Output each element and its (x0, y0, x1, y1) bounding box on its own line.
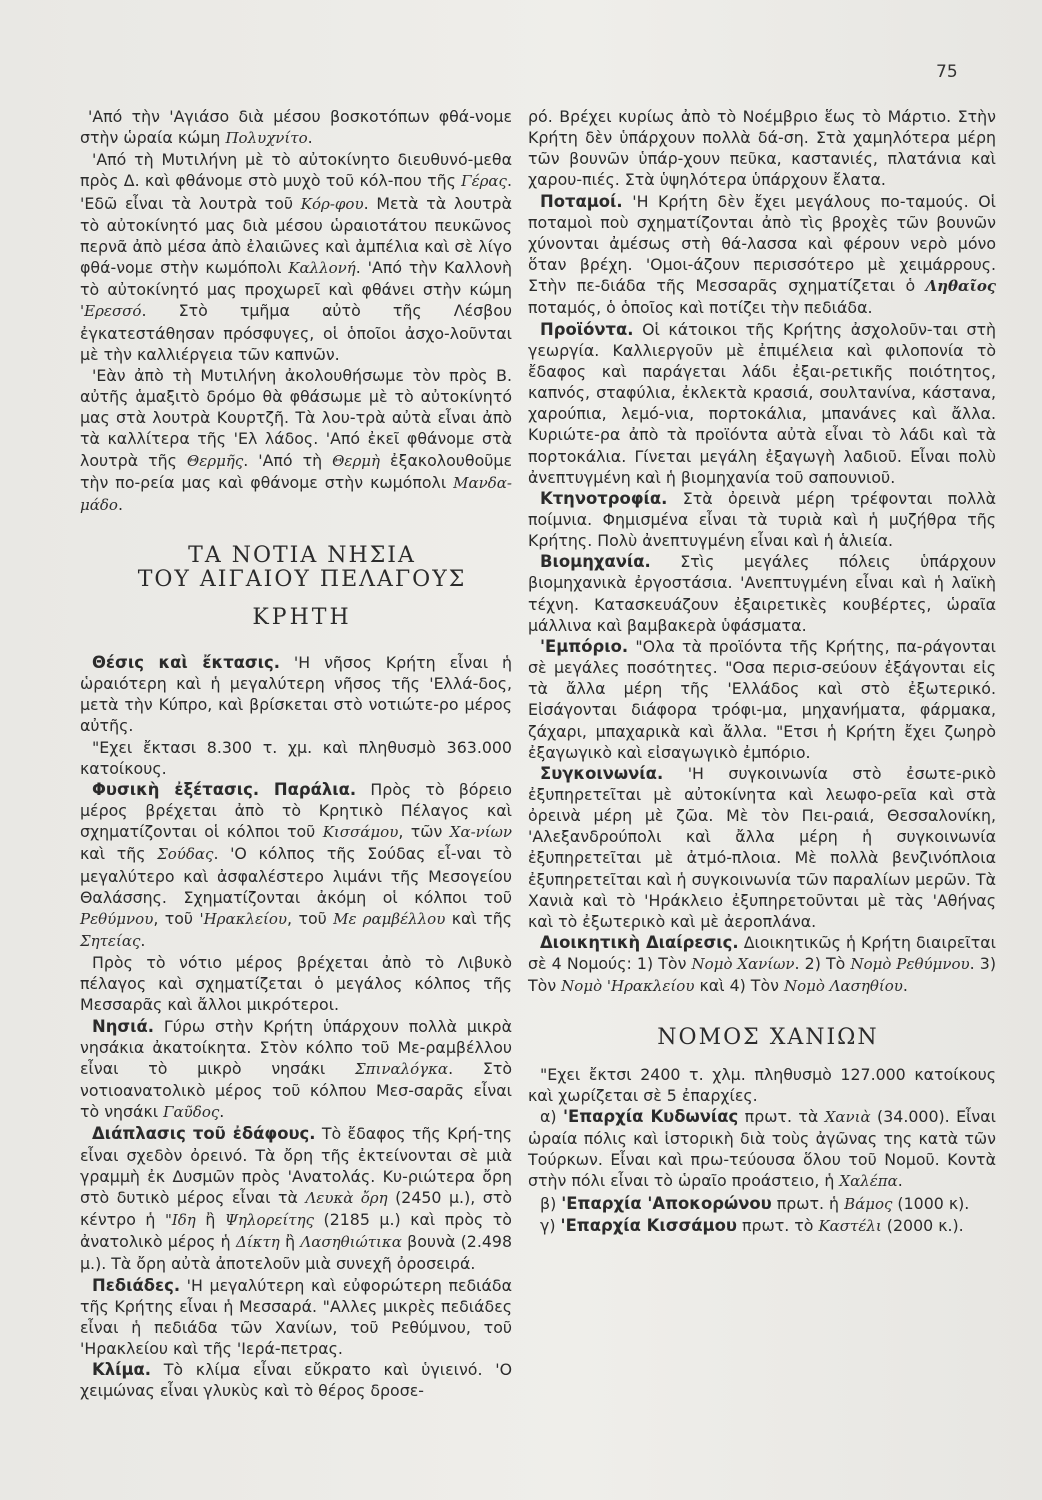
paragraph-livestock: Κτηνοτροφία. Στὰ ὀρεινὰ μέρη τρέφονται πολλὰ ποίμνια. Φημισμένα εἶναι τὰ τυριὰ καὶ ἡ μυζήθρα τῆς Κρήτης. Πολὺ ἀνεπτυγμένη εἶναι καὶ ἡ ἁλιεία. (528, 488, 996, 551)
italic-name: Πολυχνίτο (225, 129, 308, 148)
paragraph-chania-area: "Εχει ἔκτσι 2400 τ. χλμ. πληθυσμὸ 127.000 κατοίκους καὶ χωρίζεται σὲ 5 ἐπαρχίες. (528, 1064, 996, 1105)
italic-name: Θερμῆς (186, 451, 244, 470)
section-subtitle-crete: ΚΡΗΤΗ (252, 604, 352, 630)
paragraph-relief: Διάπλασις τοῦ ἐδάφους. Τὸ ἔδαφος τῆς Κρή-της εἶναι σχεδὸν ὀρεινό. Τὰ ὄρη τῆς ἐκτείνονται σὲ μιὰ γραμμὴ ἐκ Δυσμῶν πρὸς 'Ανατολάς. Κυ-ριώτερα ὄρη στὸ δυτικὸ μέρος εἶναι τὰ Λευκὰ ὄρη (2450 μ.), στὸ κέντρο ἡ "Ιδη ἢ Ψηλορείτης (2185 μ.) καὶ πρὸς τὸ ἀνατολικὸ μέρος ἡ Δίκτη ἢ Λασηθιώτικα βουνὰ (2.498 μ.). Τὰ ὄρη αὐτὰ ἀποτελοῦν μιὰ συνεχῆ ὀροσειρά. (80, 1124, 512, 1274)
italic-name: Καλλονή (288, 259, 356, 278)
italic-name: Σπιναλόγκα (355, 1059, 449, 1078)
italic-name: Νομὸ Ρεθύμνου (850, 955, 970, 974)
italic-name: Βάμος (844, 1194, 893, 1213)
italic-name: Χαλέπα (839, 1172, 898, 1191)
lead-heading: Βιομηχανία. (540, 552, 651, 572)
paragraph-transport: Συγκοινωνία. 'Η συγκοινωνία στὸ ἐσωτε-ρικὸ ἐξυπηρετεῖται μὲ αὐτοκίνητα καὶ λεωφο-ρεῖα καὶ στὰ ὀρεινὰ μέρη μὲ ζῶα. Μὲ τὸν Πει-ραιά, Θεσσαλονίκη, 'Αλεξανδρούπολι καὶ ἄλλα μέρη ἡ συγκοινωνία ἐξυπηρετεῖται μὲ ἀτμό-πλοια. Μὲ πολλὰ βενζινόπλοια ἐξυπηρετεῖται καὶ ἡ συγκοινωνία τῶν παραλίων μερῶν. Τὰ Χανιὰ καὶ τὸ 'Ηράκλειο ἐξυπηρετοῦνται μὲ τὰς 'Αθήνας καὶ τὸ ἐξωτερικὸ καὶ μὲ ἀεροπλάνα. (528, 763, 996, 931)
paragraph-plains: Πεδιάδες. 'Η μεγαλύτερη καὶ εὐφορώτερη πεδιάδα τῆς Κρήτης εἶναι ἡ Μεσσαρά. "Αλλες μικρὲς πεδιάδες εἶναι ἡ πεδιάδα τῶν Χανίων, τοῦ Ρεθύμνου, τοῦ 'Ηρακλείου καὶ τῆς 'Ιερά-πετρας. (80, 1275, 512, 1358)
page-number: 75 (936, 62, 958, 82)
italic-name: Λευκὰ ὄρη (305, 1188, 388, 1207)
paragraph-climate: Κλίμα. Τὸ κλίμα εἶναι εὔκρατο καὶ ὑγιεινό. 'Ο χειμώνας εἶναι γλυκὺς καὶ τὸ θέρος δροσε- (80, 1360, 512, 1401)
paragraph-kissamos: γ) 'Επαρχία Κισσάμου πρωτ. τὸ Καστέλι (2000 κ.). (540, 1215, 964, 1235)
paragraph-apokoronas: β) 'Επαρχία 'Αποκορώνου πρωτ. ἡ Βάμος (1000 κ). (540, 1193, 970, 1213)
italic-name: Δίκτη (235, 1233, 280, 1252)
section-title-line2: ΤΟΥ ΑΙΓΑΙΟΥ ΠΕΛΑΓΟΥΣ (137, 566, 467, 592)
italic-name: Χα-νίων (449, 823, 512, 842)
italic-name: Κισσάμου (322, 823, 399, 842)
lead-heading: Θέσις καὶ ἔκτασις. (92, 652, 281, 672)
italic-name: 'Ερεσσό (80, 302, 142, 321)
lead-heading: Διοικητικὴ Διαίρεσις. (540, 933, 739, 953)
italic-name: Θερμὴ (332, 451, 381, 470)
lead-heading: Πεδιάδες. (92, 1275, 181, 1295)
right-column (528, 106, 996, 1237)
italic-name: Ρεθύμνου (80, 909, 154, 928)
paragraph-coasts: Φυσικὴ ἐξέτασις. Παράλια. Πρὸς τὸ βόρειο μέρος βρέχεται ἀπὸ τὸ Κρητικὸ Πέλαγος καὶ σχηματίζονται οἱ κόλποι τοῦ Κισσάμου, τῶν Χα-νίων καὶ τῆς Σούδας. 'Ο κόλπος τῆς Σούδας εἶ-ναι τὸ μεγαλύτερο καὶ ἀσφαλέστερο λιμάνι τῆς Μεσογείου Θαλάσσης. Σχηματίζονται ἀκόμη οἱ κόλποι τοῦ Ρεθύμνου, τοῦ 'Ηρακλείου, τοῦ Με ραμβέλλου καὶ τῆς Σητείας. (80, 779, 513, 950)
italic-name: Καστέλι (818, 1216, 882, 1235)
bold-italic-name: Ληθαῖος (925, 277, 996, 296)
paragraph-climate-cont: ρό. Βρέχει κυρίως ἀπὸ τὸ Νοέμβριο ἕως τὸ Μάρτιο. Στὴν Κρήτη δὲν ὑπάρχουν πολλὰ δά-ση. Στὰ χαμηλότερα μέρη τῶν βουνῶν ὑπάρ-χουν πεῦκα, καστανιές, πλατάνια καὶ χαρου-πιές. Στὰ ὑψηλότερα ὑπάρχουν ἔλατα. (528, 107, 996, 190)
section-title-line1: ΤΑ ΝΟΤΙΑ ΝΗΣΙΑ (188, 542, 416, 568)
lead-heading: 'Επαρχία Κισσάμου (560, 1215, 737, 1235)
paragraph-products: Προϊόντα. Οἱ κάτοικοι τῆς Κρήτης ἀσχολοῦν-ται στὴ γεωργία. Καλλιεργοῦν μὲ ἐπιμέλεια καὶ φιλοπονία τὸ ἔδαφος καὶ παράγεται λάδι ἐξαι-ρετικῆς ποιότητος, καπνός, σταφύλια, ἐκλεκτὰ κρασιά, σουλτανίνα, κάστανα, χαρούπια, λεμό-νια, πορτοκάλια, μπανάνες καὶ ἄλλα. Κυριώτε-ρα ἀπὸ τὰ προϊόντα αὐτὰ εἶναι τὸ λάδι καὶ τὰ πορτοκάλια. Γίνεται μεγάλη ἐξαγωγὴ λαδιοῦ. Εἶναι πολὺ ἀνεπτυγμένη καὶ ἡ βιομηχανία τοῦ σαπουνιοῦ. (528, 319, 996, 487)
paragraph-industry: Βιομηχανία. Στὶς μεγάλες πόλεις ὑπάρχουν βιομηχανικὰ ἐργοστάσια. 'Ανεπτυγμένη εἶναι καὶ ἡ λαϊκὴ τέχνη. Κατασκευάζουν ἐξαιρετικὲς κουβέρτες, ὡραῖα μάλλινα καὶ βαμβακερὰ ὑφάσματα. (528, 552, 996, 635)
italic-name: Γέρας (461, 172, 507, 191)
lead-heading: Προϊόντα. (540, 319, 634, 339)
italic-name: Νομὸ Χανίων (691, 955, 795, 974)
paragraph-kydonia: α) 'Επαρχία Κυδωνίας πρωτ. τὰ Χανιὰ (34.000). Εἶναι ὡραία πόλις καὶ ἱστορικὴ διὰ τοὺς ἀγῶνας της κατὰ τῶν Τούρκων. Εἶναι καὶ πρω-τεύουσα ὅλου τοῦ Νομοῦ. Κοντὰ στὴν πόλι εἶναι τὸ ὡραῖο προάστειο, ἡ Χαλέπα. (528, 1106, 996, 1191)
italic-name: Σητείας (80, 932, 141, 950)
paragraph-south-coast: Πρὸς τὸ νότιο μέρος βρέχεται ἀπὸ τὸ Λιβυκὸ πέλαγος καὶ σχηματίζεται ὁ μεγάλος κόλπος τῆς Μεσσαρᾶς καὶ ἄλλοι μικρότεροι. (80, 953, 512, 1015)
paragraph-rivers: Ποταμοί. 'Η Κρήτη δὲν ἔχει μεγάλους πο-ταμούς. Οἱ ποταμοὶ ποὺ σχηματίζονται ἀπὸ τὶς βροχὲς τῶν βουνῶν χύνονται ἀμέσως στὴ θά-λασσα καὶ φέρουν νερὸ μόνο ὅταν βρέχη. 'Ομοι-άζουν περισσότερο μὲ χειμάρρους. Στὴν πε-διάδα τῆς Μεσσαρᾶς σχηματίζεται ὁ Ληθαῖος ποταμός, ὁ ὁποῖος καὶ ποτίζει τὴν πεδιάδα. (528, 191, 996, 318)
italic-name: Νομὸ 'Ηρακλείου (561, 977, 695, 996)
paragraph-agiasos: 'Από τὴν 'Αγιάσο διὰ μέσου βοσκοτόπων φθά-νομε στὴν ὡραία κώμη Πολυχνίτο. (80, 107, 512, 148)
paragraph-area: "Εχει ἔκτασι 8.300 τ. χμ. καὶ πληθυσμὸ 363.000 κατοίκους. (80, 737, 512, 778)
left-column (80, 106, 512, 1401)
paragraph-administration: Διοικητικὴ Διαίρεσις. Διοικητικῶς ἡ Κρήτη διαιρεῖται σὲ 4 Νομούς: 1) Τὸν Νομὸ Χανίων. 2) Τὸ Νομὸ Ρεθύμνου. 3) Τὸν Νομὸ 'Ηρακλείου καὶ 4) Τὸν Νομὸ Λασηθίου. (528, 933, 996, 996)
lead-heading: 'Επαρχία 'Αποκορώνου (561, 1193, 772, 1213)
lead-heading: Κλίμα. (92, 1360, 152, 1380)
lead-heading: Νησιά. (92, 1016, 155, 1036)
italic-name: Χανιὰ (824, 1107, 871, 1126)
lead-heading: Κτηνοτροφία. (540, 488, 668, 508)
italic-name: Με ραμβέλλου (333, 909, 446, 928)
lead-heading: 'Επαρχία Κυδωνίας (562, 1106, 739, 1126)
italic-name: Κόρ-φου (300, 194, 364, 213)
italic-name: Σούδας (157, 845, 214, 864)
paragraph-position: Θέσις καὶ ἔκτασις. 'Η νῆσος Κρήτη εἶναι ἡ ὡραιότερη καὶ ἡ μεγαλύτερη νῆσος τῆς 'Ελλά-δος, μετὰ τὴν Κύπρο, καὶ βρίσκεται στὸ νοτιώτε-ρο μέρος αὐτῆς. (80, 652, 513, 736)
italic-name: Ψηλορείτης (224, 1211, 314, 1230)
nomos-chania-title: ΝΟΜΟΣ ΧΑΝΙΩΝ (657, 1024, 879, 1050)
lead-heading: 'Εμπόριο. (540, 636, 629, 656)
lead-heading: Συγκοινωνία. (540, 763, 664, 783)
lead-heading: Φυσικὴ ἐξέτασις. Παράλια. (92, 779, 357, 799)
lead-heading: Διάπλασις τοῦ ἐδάφους. (92, 1124, 316, 1144)
paragraph-mytilene-north: 'Εὰν ἀπὸ τὴ Μυτιλήνη ἀκολουθήσωμε τὸν πρὸς Β. αὐτῆς ἁμαξιτὸ δρόμο θὰ φθάσωμε μὲ τὸ αὐτοκίνητό μας στὰ λουτρὰ Κουρτζῆ. Τὰ λου-τρὰ αὐτὰ εἶναι ἀπὸ τὰ καλλίτερα τῆς 'Ελ λάδος. 'Από ἐκεῖ φθάνομε στὰ λουτρὰ τῆς Θερμῆς. 'Από τὴ Θερμὴ ἐξακολουθοῦμε τὴν πο-ρεία μας καὶ φθάνομε στὴν κωμόπολι Μανδα-μάδο. (80, 365, 512, 514)
paragraph-islands: Νησιά. Γύρω στὴν Κρήτη ὑπάρχουν πολλὰ μικρὰ νησάκια ἀκατοίκητα. Στὸν κόλπο τοῦ Με-ραμβέλλου εἶναι τὸ μικρὸ νησάκι Σπιναλόγκα. Στὸ νοτιοανατολικὸ μέρος τοῦ κόλπου Μεσ-σαρᾶς εἶναι τὸ νησάκι Γαῦδος. (80, 1016, 512, 1122)
lead-heading: Ποταμοί. (540, 191, 623, 211)
paragraph-mytilene-south: 'Από τὴ Μυτιλήνη μὲ τὸ αὐτοκίνητο διευθυνό-μεθα πρὸς Δ. καὶ φθάνομε στὸ μυχὸ τοῦ κόλ-που τῆς Γέρας. 'Εδῶ εἶναι τὰ λουτρὰ τοῦ Κόρ-φου. Μετὰ τὰ λουτρὰ τὸ αὐτοκίνητό μας διὰ μέσου ὡραιοτάτου πευκῶνος περνᾶ ἀπὸ μέσα ἀπὸ ἐλαιῶνες καὶ ἀμπέλια καὶ σὲ λίγο φθά-νομε στὴν κωμόπολι Καλλονή. 'Από τὴν Καλλονὴ τὸ αὐτοκίνητό μας προχωρεῖ καὶ φθάνει στὴν κώμη 'Ερεσσό. Στὸ τμῆμα αὐτὸ τῆς Λέσβου ἐγκατεστάθησαν πρόσφυγες, οἱ ὁποῖοι ἀσχο-λοῦνται μὲ τὴν καλλιέργεια τῶν καπνῶν. (80, 150, 512, 364)
italic-name: "Ιδη (164, 1211, 196, 1230)
italic-name: Λασηθιώτικα (300, 1233, 402, 1252)
italic-name: 'Ηρακλείου (199, 909, 288, 928)
italic-name: Μανδα-μάδο (80, 473, 512, 514)
italic-name: Γαῦδος (163, 1103, 220, 1122)
italic-name: Νομὸ Λασηθίου (783, 977, 903, 996)
paragraph-trade: 'Εμπόριο. "Ολα τὰ προϊόντα τῆς Κρήτης, πα-ράγονται σὲ μεγάλες ποσότητες. "Οσα περισ-σεύουν ἐξάγονται εἰς τὰ ἄλλα μέρη τῆς 'Ελλάδος καὶ στὸ ἐξωτερικό. Εἰσάγονται διάφορα τρόφι-μα, μηχανήματα, φάρμακα, ζάχαρι, μπαχαρικὰ καὶ ἄλλα. "Ετσι ἡ Κρήτη ἔχει ζωηρὸ ἐξαγωγικὸ καὶ εἰσαγωγικὸ ἐμπόριο. (528, 636, 996, 762)
